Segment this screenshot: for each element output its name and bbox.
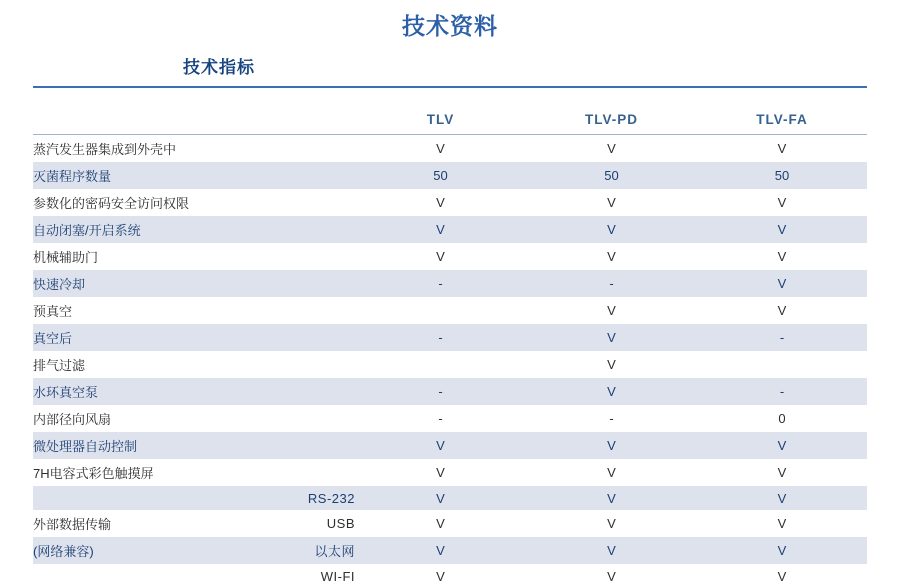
row-sublabel	[248, 270, 355, 297]
cell-tlv	[355, 297, 526, 324]
table-row	[33, 189, 867, 216]
table-row	[33, 486, 867, 510]
row-label: 微处理器自动控制	[33, 432, 248, 459]
row-sublabel	[248, 324, 355, 351]
table-row	[33, 216, 867, 243]
section-header	[33, 53, 867, 88]
cell-tlv-pd: V	[526, 564, 697, 588]
cell-tlv: 50	[355, 162, 526, 189]
row-label: 机械辅助门	[33, 243, 248, 270]
cell-tlv-fa: V	[697, 564, 867, 588]
cell-tlv-fa: V	[697, 270, 867, 297]
cell-tlv: -	[355, 324, 526, 351]
table-header-row	[33, 106, 867, 135]
table-row	[33, 243, 867, 270]
row-sublabel	[248, 351, 355, 378]
column-header-tlv-pd: TLV-PD	[526, 106, 697, 135]
table-row	[33, 432, 867, 459]
cell-tlv-fa: -	[697, 324, 867, 351]
row-sublabel	[248, 297, 355, 324]
cell-tlv-fa: 50	[697, 162, 867, 189]
cell-tlv-pd: V	[526, 135, 697, 163]
row-label: 参数化的密码安全访问权限	[33, 189, 248, 216]
row-label: 内部径向风扇	[33, 405, 248, 432]
cell-tlv: V	[355, 216, 526, 243]
column-header-tlv: TLV	[355, 106, 526, 135]
cell-tlv-pd: V	[526, 432, 697, 459]
cell-tlv-pd: 50	[526, 162, 697, 189]
row-label: 蒸汽发生器集成到外壳中	[33, 135, 248, 163]
table-row	[33, 537, 867, 564]
table-row	[33, 351, 867, 378]
row-sublabel	[248, 459, 355, 486]
row-label: 7H电容式彩色触摸屏	[33, 459, 248, 486]
row-label: 外部数据传输	[33, 510, 248, 537]
row-sublabel	[248, 216, 355, 243]
table-header	[33, 106, 867, 135]
row-label	[33, 486, 248, 510]
cell-tlv: -	[355, 405, 526, 432]
row-label: 真空后	[33, 324, 248, 351]
row-sublabel	[248, 378, 355, 405]
table-row	[33, 324, 867, 351]
table-row	[33, 162, 867, 189]
cell-tlv: V	[355, 432, 526, 459]
row-label: 预真空	[33, 297, 248, 324]
row-label: 灭菌程序数量	[33, 162, 248, 189]
row-label: 水环真空泵	[33, 378, 248, 405]
row-sublabel	[248, 432, 355, 459]
cell-tlv	[355, 351, 526, 378]
cell-tlv-fa: V	[697, 510, 867, 537]
table-row	[33, 405, 867, 432]
cell-tlv-pd: -	[526, 270, 697, 297]
cell-tlv-pd: V	[526, 459, 697, 486]
specifications-table	[33, 106, 867, 588]
table-row	[33, 378, 867, 405]
cell-tlv-fa: V	[697, 459, 867, 486]
cell-tlv-pd: V	[526, 297, 697, 324]
cell-tlv-fa: V	[697, 297, 867, 324]
cell-tlv: V	[355, 135, 526, 163]
cell-tlv-fa: 0	[697, 405, 867, 432]
cell-tlv-fa: V	[697, 432, 867, 459]
row-sublabel: RS-232	[248, 486, 355, 510]
table-row	[33, 270, 867, 297]
cell-tlv-pd: V	[526, 324, 697, 351]
cell-tlv: V	[355, 189, 526, 216]
row-sublabel	[248, 189, 355, 216]
column-header-1	[248, 106, 355, 135]
table-row	[33, 297, 867, 324]
cell-tlv-fa: V	[697, 189, 867, 216]
row-sublabel: USB	[248, 510, 355, 537]
cell-tlv-fa: -	[697, 378, 867, 405]
cell-tlv-fa: V	[697, 486, 867, 510]
section-title: 技术指标	[183, 58, 255, 77]
cell-tlv-fa	[697, 351, 867, 378]
row-sublabel: WI-FI	[248, 564, 355, 588]
cell-tlv: V	[355, 243, 526, 270]
row-label: (网络兼容)	[33, 537, 248, 564]
row-sublabel	[248, 162, 355, 189]
cell-tlv: V	[355, 459, 526, 486]
cell-tlv-pd: V	[526, 216, 697, 243]
cell-tlv-fa: V	[697, 216, 867, 243]
cell-tlv-pd: V	[526, 486, 697, 510]
row-label: 快速冷却	[33, 270, 248, 297]
column-header-0	[33, 106, 248, 135]
cell-tlv-pd: V	[526, 537, 697, 564]
row-label: 自动闭塞/开启系统	[33, 216, 248, 243]
column-header-tlv-fa: TLV-FA	[697, 106, 867, 135]
cell-tlv-pd: V	[526, 510, 697, 537]
table-row	[33, 459, 867, 486]
cell-tlv: V	[355, 510, 526, 537]
cell-tlv: V	[355, 537, 526, 564]
cell-tlv-pd: V	[526, 351, 697, 378]
table-row	[33, 135, 867, 163]
cell-tlv-pd: V	[526, 189, 697, 216]
page-title: 技术资料	[0, 0, 900, 45]
row-label: 排气过滤	[33, 351, 248, 378]
table-row	[33, 510, 867, 537]
row-sublabel	[248, 135, 355, 163]
row-label	[33, 564, 248, 588]
cell-tlv-pd: V	[526, 243, 697, 270]
cell-tlv-fa: V	[697, 537, 867, 564]
cell-tlv-pd: -	[526, 405, 697, 432]
row-sublabel: 以太网	[248, 537, 355, 564]
cell-tlv: V	[355, 564, 526, 588]
table-row	[33, 564, 867, 588]
cell-tlv-fa: V	[697, 243, 867, 270]
row-sublabel	[248, 405, 355, 432]
row-sublabel	[248, 243, 355, 270]
table-body	[33, 135, 867, 588]
cell-tlv-fa: V	[697, 135, 867, 163]
cell-tlv: -	[355, 270, 526, 297]
cell-tlv: V	[355, 486, 526, 510]
cell-tlv-pd: V	[526, 378, 697, 405]
cell-tlv: -	[355, 378, 526, 405]
